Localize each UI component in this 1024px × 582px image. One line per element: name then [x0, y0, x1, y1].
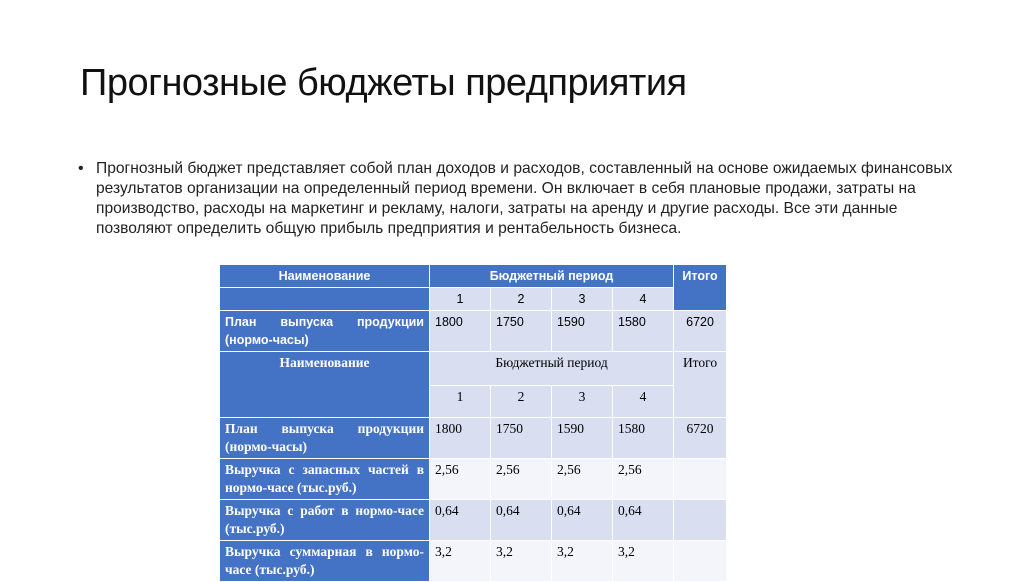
period-cell: 4 [613, 288, 674, 311]
value-cell: 0,64 [552, 500, 613, 541]
period-cell: 3 [552, 288, 613, 311]
header-period-cell: Бюджетный период [430, 265, 674, 288]
total-cell: 6720 [674, 418, 727, 459]
budget-table [219, 264, 727, 582]
header-period-cell: Бюджетный период [430, 352, 674, 386]
row-label-cell: План выпуска продукции (нормо-часы) [220, 418, 430, 459]
value-cell: 1750 [491, 311, 552, 352]
period-cell: 1 [430, 386, 491, 418]
header-total-cell: Итого [674, 265, 727, 311]
bullet-text: Прогнозный бюджет представляет собой план доходов и расходов, составленный на основе ожидаемых финансовых результатов организации на определенный период времени. Он включает в себя плановые продажи, затраты на производство, расходы на маркетинг и рекламу, налоги, затраты на аренду и другие расходы. Все эти данные позволяют определить общую прибыль предприятия и рентабельность бизнеса. [96, 160, 953, 237]
value-cell: 1590 [552, 311, 613, 352]
value-cell: 2,56 [552, 459, 613, 500]
slide-title: Прогнозные бюджеты предприятия [80, 62, 687, 104]
row-label-cell: Выручка суммарная в нормо-часе (тыс.руб.) [220, 541, 430, 582]
value-cell: 3,2 [552, 541, 613, 582]
value-cell: 1580 [613, 418, 674, 459]
period-cell: 1 [430, 288, 491, 311]
period-cell: 3 [552, 386, 613, 418]
value-cell: 0,64 [491, 500, 552, 541]
value-cell: 0,64 [430, 500, 491, 541]
total-cell: 6720 [674, 311, 727, 352]
header-total-cell: Итого [674, 352, 727, 418]
value-cell: 1750 [491, 418, 552, 459]
value-cell: 1800 [430, 311, 491, 352]
total-cell [674, 541, 727, 582]
value-cell: 3,2 [430, 541, 491, 582]
value-cell: 2,56 [491, 459, 552, 500]
period-cell: 2 [491, 288, 552, 311]
header-name-blank-cell [220, 288, 430, 311]
value-cell: 1800 [430, 418, 491, 459]
value-cell: 3,2 [613, 541, 674, 582]
row-label-cell: Выручка с запасных частей в нормо-часе (тыс.руб.) [220, 459, 430, 500]
total-cell [674, 459, 727, 500]
value-cell: 2,56 [430, 459, 491, 500]
value-cell: 2,56 [613, 459, 674, 500]
value-cell: 1580 [613, 311, 674, 352]
header-name-cell: Наименование [220, 352, 430, 418]
period-cell: 4 [613, 386, 674, 418]
total-cell [674, 500, 727, 541]
bullet-dot-icon: • [78, 160, 84, 177]
row-label-cell: План выпуска продукции (нормо-часы) [220, 311, 430, 352]
bullet-paragraph [78, 159, 958, 239]
period-cell: 2 [491, 386, 552, 418]
value-cell: 0,64 [613, 500, 674, 541]
row-label-cell: Выручка с работ в нормо-часе (тыс.руб.) [220, 500, 430, 541]
value-cell: 1590 [552, 418, 613, 459]
value-cell: 3,2 [491, 541, 552, 582]
header-name-cell: Наименование [220, 265, 430, 288]
